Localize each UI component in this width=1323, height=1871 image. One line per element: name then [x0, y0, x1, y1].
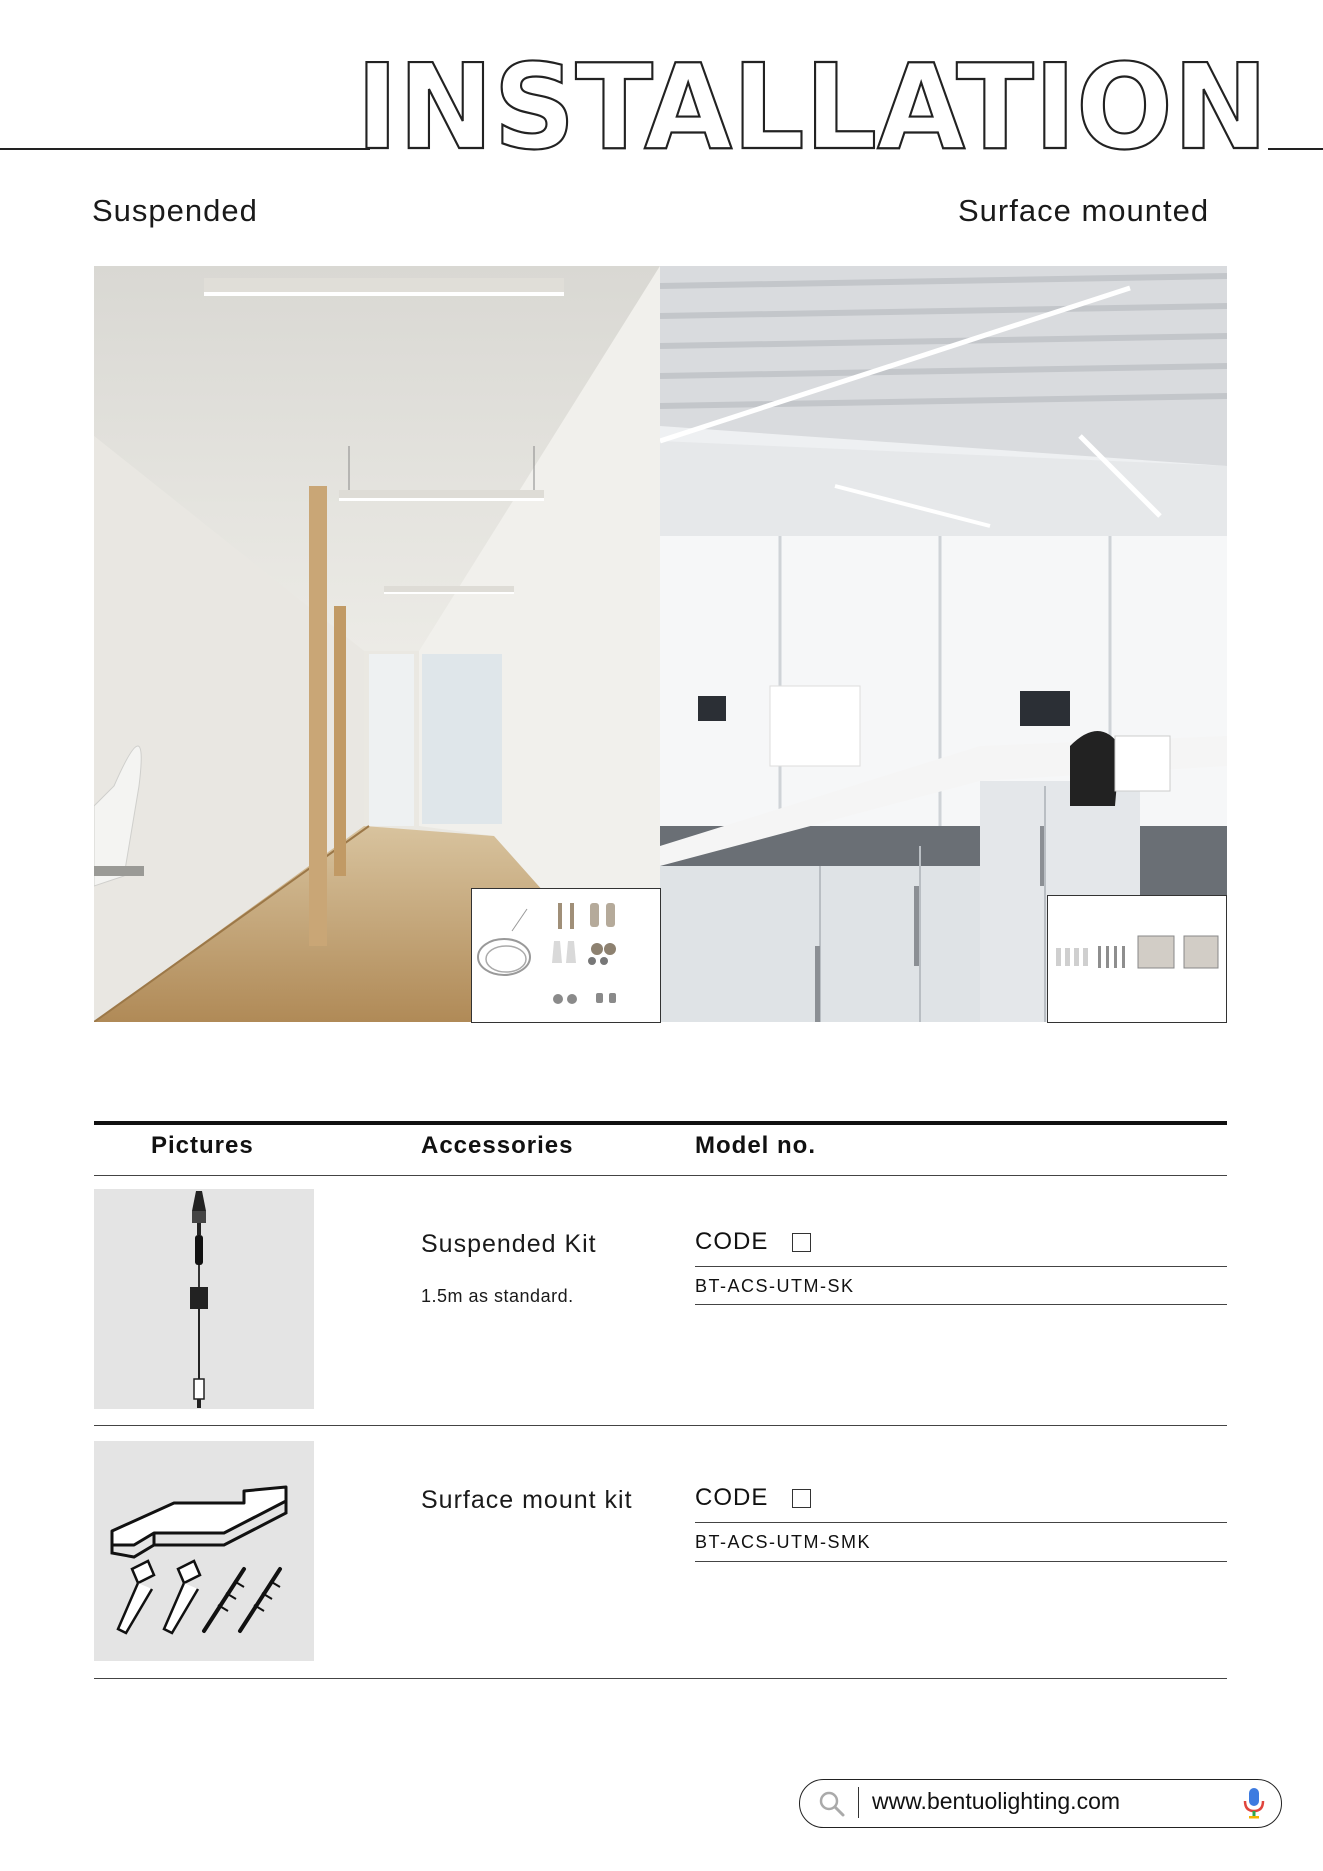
surface-kit-parts-inset	[1047, 895, 1227, 1023]
surface-mount-kit-checkbox[interactable]	[792, 1489, 811, 1508]
code-label-text: CODE	[695, 1228, 769, 1255]
suspended-kit-name: Suspended Kit	[421, 1230, 597, 1258]
row-divider	[94, 1425, 1227, 1426]
suspended-kit-code: BT-ACS-UTM-SK	[695, 1276, 855, 1296]
page-title-text: INSTALLATION	[356, 52, 1268, 156]
search-divider	[858, 1787, 859, 1818]
surface-mount-parts-icon	[1048, 896, 1226, 1022]
suspended-kit-note: 1.5m as standard.	[421, 1286, 574, 1306]
col-header-model: Model no.	[695, 1132, 816, 1159]
col-header-pictures: Pictures	[151, 1132, 254, 1159]
header-rule-left	[0, 148, 370, 150]
website-url[interactable]: www.bentuolighting.com	[872, 1788, 1121, 1814]
search-icon	[818, 1790, 846, 1818]
suspended-kit-code-label	[695, 1228, 811, 1256]
header-bottom-rule	[94, 1175, 1227, 1176]
surface-mount-kit-code-label	[695, 1484, 811, 1512]
suspended-kit-checkbox[interactable]	[792, 1233, 811, 1252]
code-label-text: CODE	[695, 1484, 769, 1511]
suspension-parts-icon	[472, 889, 660, 1022]
code-rule	[695, 1304, 1227, 1305]
col-header-accessories: Accessories	[421, 1132, 574, 1159]
surface-mount-kit-code: BT-ACS-UTM-SMK	[695, 1532, 871, 1552]
suspended-label: Suspended	[92, 193, 258, 228]
suspended-kit-parts-inset	[471, 888, 661, 1023]
table-bottom-rule	[94, 1678, 1227, 1679]
surface-mounted-label: Surface mounted	[958, 193, 1210, 228]
surface-mount-kit-name: Surface mount kit	[421, 1486, 633, 1514]
code-rule	[695, 1561, 1227, 1562]
code-rule	[695, 1266, 1227, 1267]
table-top-rule	[94, 1121, 1227, 1125]
surface-mount-bracket-icon	[94, 1441, 314, 1661]
page-title	[356, 52, 1276, 156]
header-rule-right	[1268, 148, 1323, 150]
suspended-kit-picture	[94, 1189, 314, 1409]
code-rule	[695, 1522, 1227, 1523]
surface-mount-kit-picture	[94, 1441, 314, 1661]
suspension-cable-kit-icon	[94, 1189, 314, 1409]
microphone-icon[interactable]	[1243, 1787, 1265, 1819]
